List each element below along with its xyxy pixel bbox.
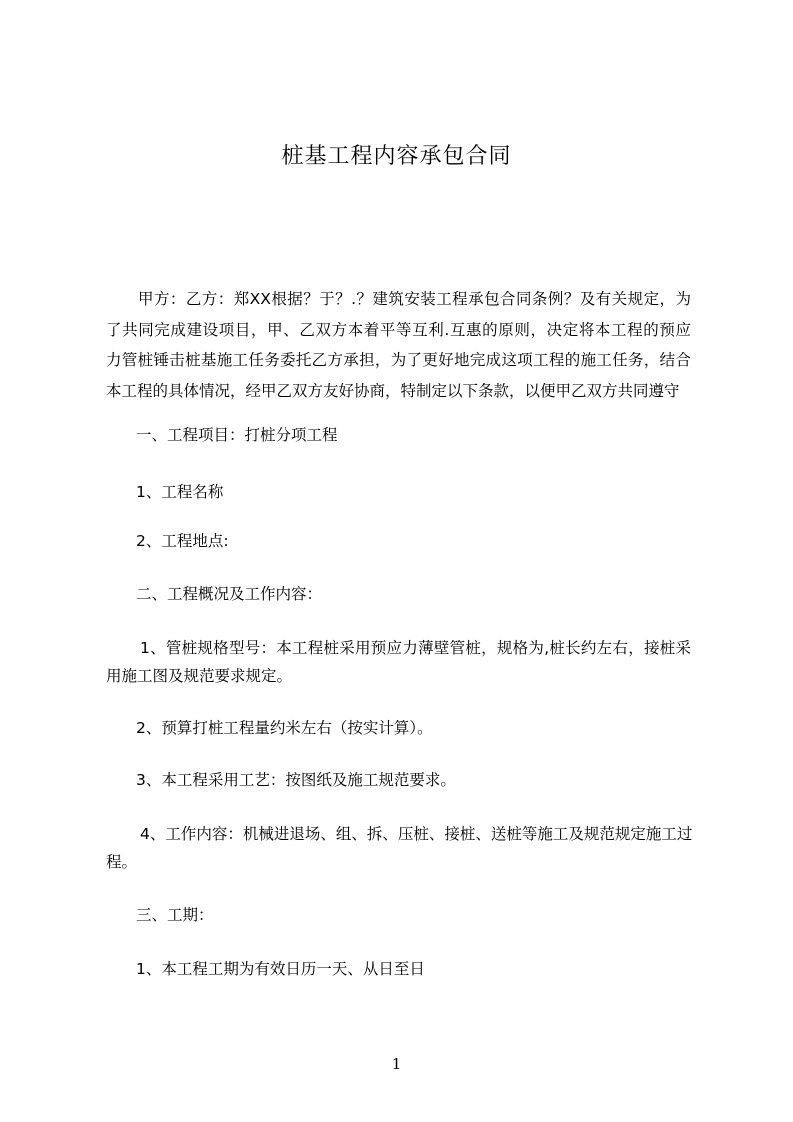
document-title: 桩基工程内容承包合同: [281, 144, 512, 169]
intro-line: 本工程的具体情况，经甲乙双方友好协商，特制定以下条款，以便甲乙双方共同遵守: [106, 381, 680, 400]
section-heading-project: 一、工程项目：打桩分项工程: [136, 426, 338, 444]
item-quantity: 2、预算打桩工程量约米左右（按实计算）。: [136, 719, 433, 737]
page-number: 1: [391, 1055, 402, 1073]
item-work-content-line1: 4、工作内容：机械进退场、组、拆、压桩、接桩、送桩等施工及规范规定施工过: [140, 825, 693, 843]
item-work-content-line2: 程。: [106, 853, 138, 871]
item-duration: 1、本工程工期为有效日历一天、从日至日: [136, 960, 425, 978]
intro-paragraph: [106, 284, 691, 406]
item-project-location: 2、工程地点:: [136, 532, 229, 550]
section-heading-duration: 三、工期：: [136, 906, 214, 924]
item-pile-spec-line1: 1、管桩规格型号：本工程桩采用预应力薄壁管桩，规格为,桩长约左右，接桩采: [140, 639, 691, 657]
section-heading-overview: 二、工程概况及工作内容：: [136, 585, 323, 603]
item-pile-spec-line2: 用施工图及规范要求规定。: [106, 667, 293, 685]
item-pile-spec: [106, 634, 691, 690]
intro-line: 甲方：乙方：郑XX根据？于？.？建筑安装工程承包合同条例？及有关规定，为: [138, 290, 691, 308]
intro-line: 了共同完成建设项目，甲、乙双方本着平等互利.互惠的原则，决定将本工程的预应: [106, 320, 691, 339]
item-project-name: 1、工程名称: [136, 483, 224, 501]
intro-line: 力管桩锤击桩基施工任务委托乙方承担，为了更好地完成这项工程的施工任务，结合: [106, 351, 691, 369]
item-process: 3、本工程采用工艺：按图纸及施工规范要求。: [136, 771, 456, 789]
item-work-content: [106, 820, 691, 876]
